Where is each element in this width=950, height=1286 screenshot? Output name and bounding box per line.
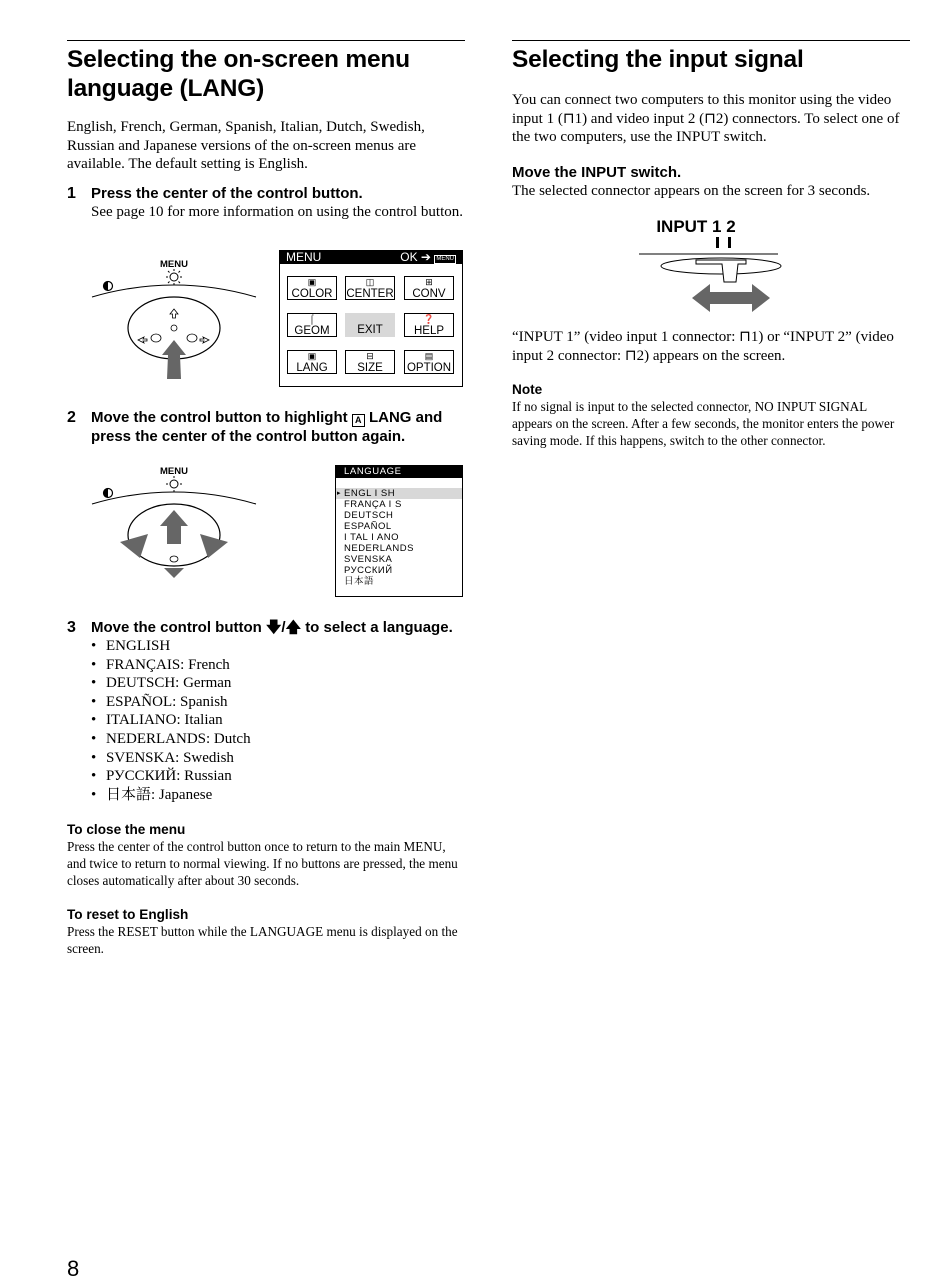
- list-item: • РУССКИЙ: Russian: [91, 767, 465, 786]
- menu-item-lang[interactable]: ▣ LANG: [287, 350, 337, 374]
- list-item: • ENGLISH: [91, 637, 465, 656]
- input-intro: You can connect two computers to this monitor using the video input 1 (⊓1) and video input 2 (⊓2) connectors. To select one of the two computers, use the INPUT switch.: [512, 92, 900, 145]
- menu-label: MENU: [160, 466, 188, 477]
- menu-item-exit[interactable]: EXIT: [345, 313, 395, 337]
- list-item: • NEDERLANDS: Dutch: [91, 730, 465, 749]
- language-list: [336, 488, 462, 587]
- input-connector-icon: ⊓: [562, 110, 575, 127]
- language-option[interactable]: DEUTSCH: [344, 510, 394, 521]
- menu-item-size[interactable]: ⊟ SIZE: [345, 350, 395, 374]
- ok-hint: [400, 251, 456, 264]
- step-number: 2: [67, 409, 76, 426]
- input-switch-figure: [636, 214, 786, 314]
- reset-heading: To reset to English: [67, 907, 189, 923]
- lang-icon: ▣: [307, 351, 317, 361]
- option-icon: ▤: [424, 351, 434, 361]
- menu-item-geom[interactable]: ⌠ GEOM: [287, 313, 337, 337]
- left-column: [67, 40, 465, 221]
- list-item: • DEUTSCH: German: [91, 674, 465, 693]
- help-icon: ❓: [423, 314, 435, 324]
- down-arrow-icon: [164, 568, 184, 578]
- move-input-heading: Move the INPUT switch.: [512, 163, 682, 181]
- language-option[interactable]: ▸ ENGL I SH: [336, 488, 462, 499]
- left-right-arrow-icon: [692, 284, 770, 312]
- language-menu-screen: [335, 465, 463, 597]
- menu-item-conv[interactable]: ⊞ CONV: [404, 276, 454, 300]
- language-menu-title: LANGUAGE: [336, 466, 462, 478]
- note-heading: Note: [512, 382, 543, 397]
- input-connector-icon: ⊓: [704, 110, 716, 127]
- size-icon: ⊟: [366, 351, 374, 361]
- step-heading: Move the control button 🡇/🡅 to select a language.: [91, 619, 453, 636]
- main-menu-titlebar: [280, 251, 462, 264]
- menu-title: MENU: [286, 250, 322, 264]
- input-connector-icon: ⊓: [624, 347, 637, 364]
- menu-item-color[interactable]: ▣ COLOR: [287, 276, 337, 300]
- step-number: 3: [67, 619, 76, 636]
- input-result-text: “INPUT 1” (video input 1 connector: ⊓1) or “INPUT 2” (video input 2 connector: ⊓2) appears on the screen.: [512, 329, 894, 364]
- list-item: • ESPAÑOL: Spanish: [91, 693, 465, 712]
- step-heading: Move the control button to highlight A LANG and press the center of the control button again.: [91, 409, 443, 445]
- close-menu-heading: To close the menu: [67, 822, 186, 838]
- list-item: • ITALIANO: Italian: [91, 711, 465, 730]
- step-text: See page 10 for more information on using the control button.: [91, 203, 464, 220]
- lang-icon: A: [352, 414, 365, 427]
- language-bullet-list: [67, 637, 465, 804]
- contrast-icon: [104, 282, 113, 291]
- brightness-icon: [166, 269, 182, 285]
- step-heading: Press the center of the control button.: [91, 184, 363, 202]
- input-connector-icon: ⊓: [739, 329, 751, 345]
- step-3: [67, 618, 465, 637]
- geom-icon: ⌠: [309, 314, 315, 324]
- language-option[interactable]: 日本語: [344, 576, 375, 587]
- step-1: [67, 184, 465, 222]
- right-column: [512, 40, 910, 200]
- color-icon: ▣: [307, 277, 317, 287]
- menu-key-icon: MENU: [436, 256, 454, 262]
- step-2: [67, 408, 465, 446]
- center-icon: ◫: [365, 277, 375, 287]
- menu-item-center[interactable]: ◫ CENTER: [346, 277, 394, 300]
- language-option[interactable]: РУССКИЙ: [344, 565, 393, 576]
- menu-label: MENU: [160, 259, 188, 270]
- page-number: 8: [67, 1256, 80, 1281]
- language-option[interactable]: I TAL I ANO: [344, 532, 399, 543]
- language-option[interactable]: NEDERLANDS: [344, 543, 414, 554]
- move-input-text: The selected connector appears on the screen for 3 seconds.: [512, 182, 871, 199]
- section-title-input: Selecting the input signal: [512, 46, 804, 73]
- close-menu-text: Press the center of the control button once to return to the main MENU, and twice to return to normal viewing. If no buttons are pressed, the menu closes automatically after about 30 seconds.: [67, 839, 458, 889]
- section-rule: [512, 40, 910, 41]
- lang-intro: English, French, German, Spanish, Italian, Dutch, Swedish, Russian and Japanese versions of the on-screen menus are available. The default setting is English.: [67, 119, 425, 172]
- brightness-icon: [166, 476, 182, 492]
- control-button-move-figure: [90, 462, 260, 582]
- down-arrow-icon: 🡇: [266, 619, 282, 636]
- up-arrow-icon: 🡅: [285, 619, 302, 636]
- language-option[interactable]: SVENSKA: [344, 554, 393, 565]
- step-number: 1: [67, 184, 76, 202]
- language-option[interactable]: FRANÇA I S: [344, 499, 402, 510]
- ok-label: OK: [400, 250, 418, 264]
- arrow-right-icon: ➔: [420, 250, 431, 264]
- contrast-icon: [104, 489, 113, 498]
- main-menu-screen: [279, 250, 463, 387]
- control-button-press-figure: [90, 255, 260, 385]
- left-column-lower: [67, 618, 465, 957]
- section-rule: [67, 40, 465, 41]
- section-title-lang: Selecting the on-screen menu language (LANG): [67, 46, 410, 102]
- right-column-lower: [512, 328, 910, 449]
- language-option[interactable]: ESPAÑOL: [344, 521, 392, 532]
- list-item: • 日本語: Japanese: [91, 786, 465, 805]
- menu-item-help[interactable]: ❓ HELP: [404, 313, 454, 337]
- note-text: If no signal is input to the selected connector, NO INPUT SIGNAL appears on the screen. After a few seconds, the monitor enters the power saving mode. If this happens, switch to the other connector.: [512, 399, 895, 448]
- list-item: • SVENSKA: Swedish: [91, 749, 465, 768]
- list-item: • FRANÇAIS: French: [91, 656, 465, 675]
- reset-text: Press the RESET button while the LANGUAGE menu is displayed on the screen.: [67, 924, 458, 957]
- input-switch-label: INPUT 1 2: [656, 217, 736, 236]
- menu-item-option[interactable]: ▤ OPTION: [404, 350, 454, 374]
- conv-icon: ⊞: [425, 277, 433, 287]
